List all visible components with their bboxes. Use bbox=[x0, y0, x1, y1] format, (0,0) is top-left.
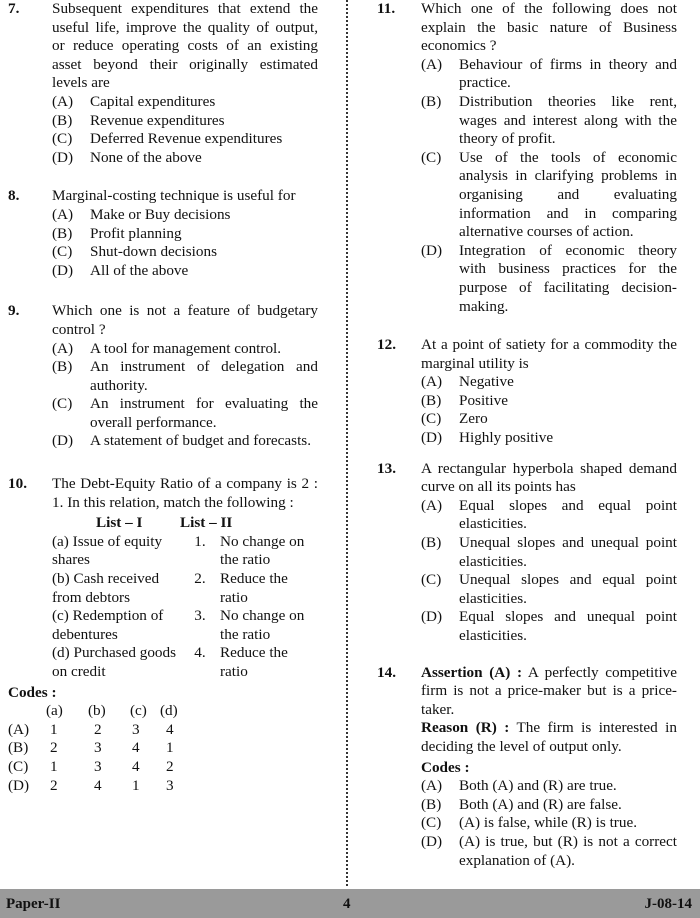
paper-label: Paper-II bbox=[6, 896, 61, 912]
option: (C) An instrument for evaluating the overall performance. bbox=[52, 395, 318, 431]
list-2-header: List – II bbox=[180, 514, 233, 532]
option: (B) Profit planning bbox=[52, 224, 182, 242]
option: (C) Unequal slopes and equal point elasticities. bbox=[421, 571, 677, 607]
codes-label: Codes : bbox=[8, 683, 57, 701]
option: (C) Deferred Revenue expenditures bbox=[52, 130, 283, 148]
option: (B) Unequal slopes and unequal point elasticities. bbox=[421, 534, 677, 570]
option: (D) A statement of budget and forecasts. bbox=[52, 432, 311, 450]
reason bbox=[421, 719, 677, 756]
option: (B) Both (A) and (R) are false. bbox=[421, 795, 622, 813]
option: (C) Shut-down decisions bbox=[52, 243, 217, 261]
list-2-num: 3. bbox=[194, 607, 206, 625]
option: (A) A tool for management control. bbox=[52, 339, 282, 357]
option: (D) All of the above bbox=[52, 261, 189, 279]
option: (D) Highly positive bbox=[421, 429, 554, 447]
question-14 bbox=[377, 664, 677, 871]
question-text: At a point of satiety for a commodity the marginal utility is bbox=[421, 336, 677, 372]
page-number: 4 bbox=[343, 896, 351, 912]
exam-code: J-08-14 bbox=[644, 896, 692, 912]
question-number: 9. bbox=[8, 302, 20, 320]
option: (D) None of the above bbox=[52, 148, 202, 166]
question-text: Which one of the following does not explain the basic nature of Business economics ? bbox=[421, 0, 677, 55]
match-table bbox=[52, 514, 318, 681]
option: (B) Distribution theories like rent, wages and interest along with the theory of profit. bbox=[421, 92, 677, 148]
question-number: 14. bbox=[377, 663, 396, 681]
list-2-item: No change on the ratio bbox=[220, 532, 305, 569]
codes-table: (a) (b) (c) (d) (A) 1 2 3 4 (B) 2 3 4 1 (C) 1 3 4 2 (D) 2 4 1 3 bbox=[8, 702, 178, 794]
list-2-num: 1. bbox=[194, 532, 206, 550]
list-1-header: List – I bbox=[96, 514, 143, 532]
option: (D) Equal slopes and unequal point elasticities. bbox=[421, 608, 677, 644]
option: (A) Make or Buy decisions bbox=[52, 205, 231, 223]
option: (C) (A) is false, while (R) is true. bbox=[421, 814, 637, 832]
page-footer bbox=[0, 889, 700, 918]
option: (D) (A) is true, but (R) is not a correct explanation of (A). bbox=[421, 832, 677, 869]
assertion bbox=[421, 664, 677, 720]
option: (A) Behaviour of firms in theory and practice. bbox=[421, 55, 677, 92]
question-text: Subsequent expenditures that extend the useful life, improve the quality of output, or reduce operating costs of an existing asset beyond their originally estimated levels are bbox=[52, 0, 318, 92]
option: (A) Negative bbox=[421, 373, 514, 391]
question-12 bbox=[377, 336, 677, 448]
question-9 bbox=[8, 302, 318, 451]
question-8 bbox=[8, 187, 318, 280]
option: (A) Both (A) and (R) are true. bbox=[421, 777, 617, 795]
option: (A) Equal slopes and equal point elasticities. bbox=[421, 496, 677, 533]
option: (C) Use of the tools of economic analysis in clarifying problems in organising and evaluating information and in comparing alternative courses of action. bbox=[421, 148, 677, 241]
list-1-item: (b) Cash received from debtors bbox=[52, 570, 160, 606]
list-2-item: Reduce the ratio bbox=[220, 644, 288, 680]
list-2-item: Reduce the ratio bbox=[220, 570, 288, 606]
assertion-label: Assertion (A) : bbox=[421, 663, 523, 681]
question-text: A rectangular hyperbola shaped demand curve on all its points has bbox=[421, 459, 677, 496]
question-number: 11. bbox=[377, 0, 396, 17]
list-1-item: (c) Redemption of debentures bbox=[52, 607, 164, 643]
question-number: 12. bbox=[377, 336, 396, 354]
question-number: 10. bbox=[8, 475, 27, 493]
option: (A) Capital expenditures bbox=[52, 92, 216, 110]
list-1-item: (d) Purchased goods on credit bbox=[52, 644, 177, 680]
assertion-text: A perfectly competitive firm is not a price-maker but is a price-taker. bbox=[421, 663, 677, 718]
reason-text: The firm is interested in deciding the level of output only. bbox=[421, 719, 677, 755]
question-text: The Debt-Equity Ratio of a company is 2 : 1. In this relation, match the following : bbox=[52, 475, 318, 511]
option: (B) Positive bbox=[421, 391, 508, 409]
question-11 bbox=[377, 0, 677, 316]
option: (D) Integration of economic theory with business practices for the purpose of facilitating decision-making. bbox=[421, 241, 677, 315]
list-2-num: 2. bbox=[194, 570, 206, 588]
list-2-num: 4. bbox=[194, 644, 206, 662]
question-number: 7. bbox=[8, 0, 20, 17]
column-divider bbox=[346, 0, 349, 886]
option: (B) An instrument of delegation and authority. bbox=[52, 358, 318, 394]
question-text: Which one is not a feature of budgetary control ? bbox=[52, 302, 318, 338]
option: (C) Zero bbox=[421, 410, 488, 428]
question-text: Marginal-costing technique is useful for bbox=[52, 187, 296, 205]
question-7 bbox=[8, 0, 318, 167]
question-number: 8. bbox=[8, 187, 20, 205]
left-column bbox=[8, 0, 318, 795]
option: (B) Revenue expenditures bbox=[52, 111, 225, 129]
codes-label: Codes : bbox=[421, 758, 470, 776]
question-13 bbox=[377, 460, 677, 646]
question-10 bbox=[8, 475, 318, 682]
reason-label: Reason (R) : bbox=[421, 719, 510, 737]
list-2-item: No change on the ratio bbox=[220, 607, 305, 643]
question-number: 13. bbox=[377, 459, 396, 477]
list-1-item: (a) Issue of equity shares bbox=[52, 532, 163, 569]
right-column bbox=[377, 0, 677, 870]
